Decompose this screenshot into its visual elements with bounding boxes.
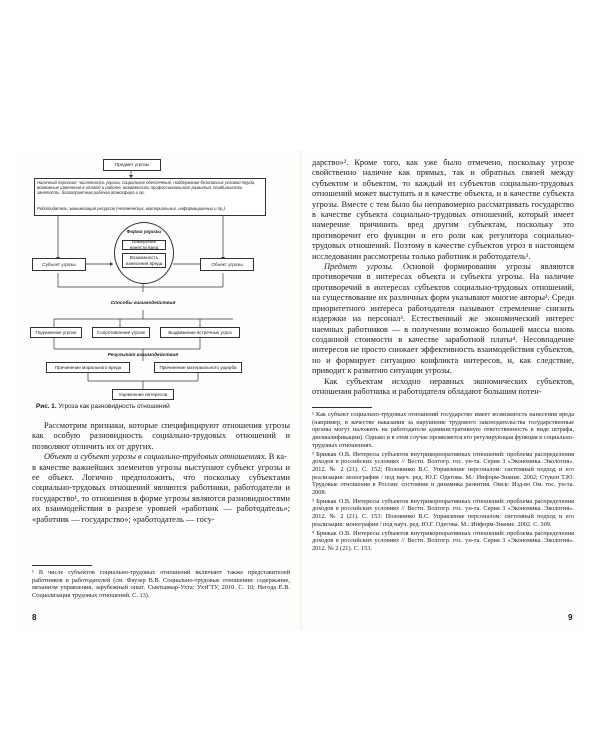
right-paragraph-lead [312, 262, 574, 376]
object-subject-heading-suffix: В ка- [266, 452, 287, 462]
figure-caption-text: Угроза как разновидность отношений [58, 403, 170, 410]
figure-caption-label: Рис. 1. [36, 403, 57, 410]
interaction-counter-box: Выдвижение встречных угроз [160, 327, 240, 338]
right-page [302, 150, 586, 630]
right-paragraph: Как субъектам исходно неравных экономических субъектов, отношения работника и работодателя обладают большим потен- [312, 376, 574, 396]
moral-harm-box: Причинение морального вреда [46, 362, 130, 373]
result-title: Результат взаимодействия [107, 353, 179, 358]
left-body-text [32, 421, 290, 525]
threat-subject-box: Предмет угрозы [103, 159, 161, 171]
right-footnote: ¹ Как субъект социально-трудовых отношений государство имеет возможность нанесения вреда (например, в качестве наказания за нарушение трудового законодательства государственные органы могут наложить на работодателя административную ответственность в виде штрафа, дисквалификации). Однако и в этом случае проявляется его регулирующая функция в социально-трудовых отношениях. [312, 411, 574, 449]
right-body-text [312, 158, 574, 397]
left-paragraph: в качестве важнейших элементов угрозы выступают субъект угрозы и ее объект. Логично предположить, что поскольку субъектами социально-трудовых отношений являются работники, работодатели и государство¹, то отношения в форме угрозы являются разновидностями их взаимодействия в разрезе уровней «работник — работодатель»; «работник — государство»; «работодатель — госу- [32, 462, 290, 524]
left-footnote: ¹ В числе субъектов социально-трудовых отношений включают также представителей работников и работодателей (см. Фаузер В.В. Социально-трудовые отношения: содержание, механизм управления, зарубежный опыт. Сыктывкар-Ухта: УхтГТУ, 2010. С. 10; Негода Е.В. Социализация трудовых отношений. С. 13). [32, 569, 290, 600]
object-subject-heading: Объект и субъект угрозы в социально-трудовых отношениях. [44, 452, 267, 462]
right-footnote: ⁴ Брижак О.В. Интересы субъектов внутрикорпоративных отношений: проблема распределения доходов в российских условиях // Вестн. Волгогр. гос. ун-та. Серия 3 «Экономика. Экология». 2012. № 2 (21). С. 153. [312, 529, 574, 552]
material-damage-box: Причинение материального ущерба [154, 362, 242, 373]
left-page [18, 150, 300, 630]
right-paragraph: дарство»². Кроме того, как уже было отмечено, поскольку угрозе свойственно наличие как прямых, так и обратных связей между субъектом и объектом, то каждый из субъектов социально-трудовых отношений может выступать и в качестве объекта, и в качестве субъекта угрозы. Вместе с тем было бы неправомерно рассматривать государство в качестве субъекта социально-трудовых отношений, который имеет намерение причинить вред другим субъектам, поскольку это противоречит его функции и его роли как регулятора социально-трудовых отношений. Поэтому в качестве субъектов угроз в настоящем исследовании рассмотрены только работник и работодатель¹. [312, 158, 574, 261]
footnote-rule [312, 407, 372, 408]
arrow-head [110, 262, 113, 266]
threat-subject-heading: Предмет угрозы. [324, 262, 394, 272]
left-paragraph-lead [32, 452, 290, 462]
page-number-left: 8 [32, 613, 37, 622]
right-footnotes [312, 411, 574, 554]
left-paragraph: Рассмотрим признаки, которые специфицируют отношения угрозы как особую разновидность социально-трудовых отношений и позволяют отличить их от других. [32, 421, 290, 451]
subject-of-threat-box: Субъект угрозы [32, 258, 86, 271]
interest-panel-employee-text: Наличный персонал: численность угрозы, социальное обеспечение, поддержание безопасных условий труда, возможные изменения в оплате и работе, возможность профессионального развития, стабильность занятости, благоприятная рабочая атмосфера и пр. [37, 180, 256, 196]
interest-infringement-box: Ущемление интересов [112, 389, 174, 400]
right-paragraph: Основой формирования угрозы являются противоречия в интересах объекта и субъекта угрозы. На наличие противоречий в интересах субъектов социально-трудовых отношений, на существование их различных форм указывают многие авторы². Среди приоритетного интереса работодателя называют стремление снизить издержки на персонал³. Естественный же экономический интерес наемных работников — в получении возможно большей массы вновь созданной стоимости в качестве заработной платы⁴. Несовпадение интересов не просто снижает эффективность взаимодействия субъектов, но и формирует ситуацию конфликта интересов, и, как следствие, приводит к развитию ситуации угрозы. [312, 262, 574, 376]
figure-caption [36, 403, 296, 410]
interest-panel-employer-text: Работодатель: минимизация ресурсов (человеческих, материальных, информационных и пр.) [37, 206, 225, 211]
right-footnote: ³ Брижак О.В. Интересы субъектов внутрикорпоративных отношений: проблема распределения доходов в российских условиях // Вестн. Волгогр. гос. ун-та. Серия 3 «Экономика. Экология». 2012. № 2 (21). С. 153: Половинко В.С. Управление персоналом: системный подход и его реализация: монография / под науч. ред. Ю.Г. Одегова. М.: Информ-Знание. 2002. С. 309. [312, 497, 574, 528]
footnote-rule [32, 565, 92, 566]
right-footnote: ² Брижак О.В. Интересы субъектов внутрикорпоративных отношений: проблема распределения доходов в российских условиях // Вестн. Волгогр. гос. ун-та. Серия 3 «Экономика. Экология». 2012. № 2 (21). С. 152; Половинко В.С. Управление персоналом: системный подход и его реализация: монография / под науч. ред. Ю.Г. Одегова. М.: Информ-Знание. 2002; Стукен Т.Ю. Трудовые отношения в России: состояние и динамика развития. Омск: Изд-во Ом. гос. ун-та. 2008. [312, 450, 574, 497]
threat-form-title: Форма угрозы [126, 230, 162, 235]
intent-box: Намерение нанести вред [122, 240, 166, 250]
page-number-right: 9 [568, 613, 573, 622]
interaction-title: Способы взаимодействия [110, 301, 176, 306]
interaction-submit-box: Подчинение угрозе [30, 327, 82, 338]
object-of-threat-box: Объект угрозы [200, 258, 254, 271]
possibility-box: Возможность нанесения вреда [122, 253, 166, 268]
interaction-resist-box: Сопротивление угрозе [92, 327, 150, 338]
